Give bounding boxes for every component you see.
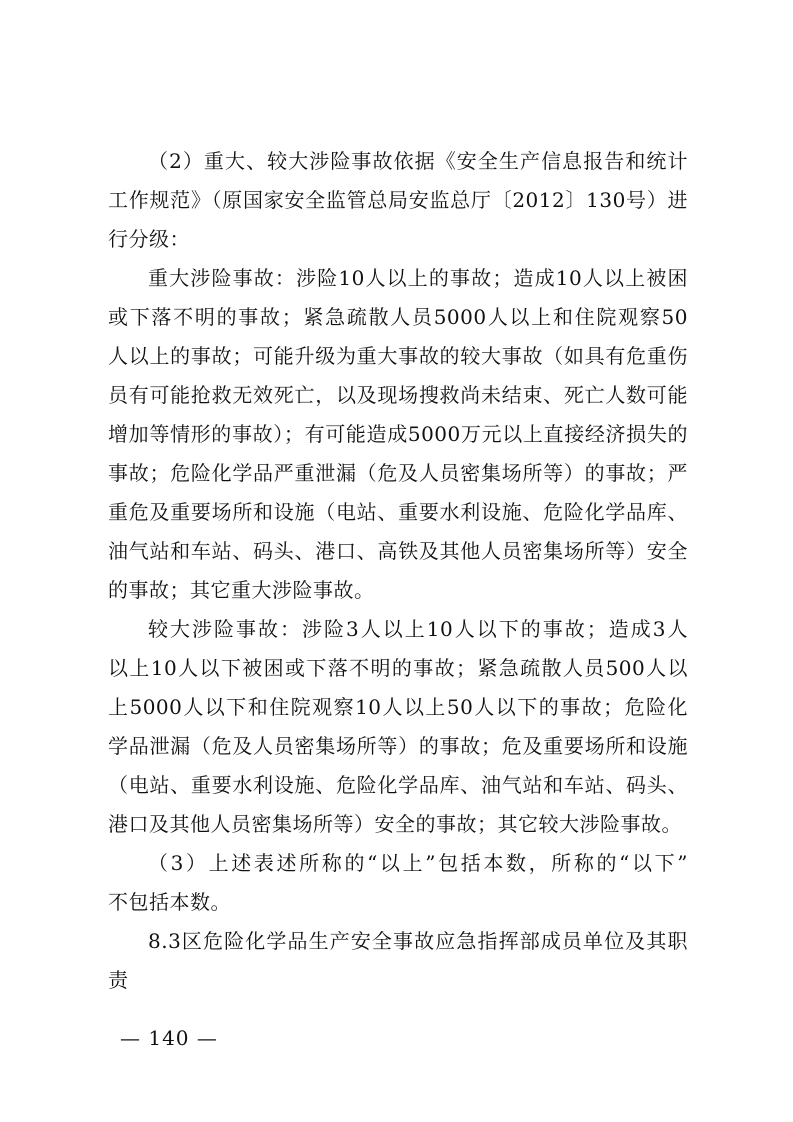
paragraph-3-line-2: 以上10人以下被困或下落不明的事故；紧急疏散人员500人以 (108, 656, 688, 680)
paragraph-3-line-1: 较大涉险事故：涉险3人以上10人以下的事故；造成3人 (148, 617, 688, 641)
paragraph-2-line-7: 重危及重要场所和设施（电站、重要水利设施、危险化学品库、 (108, 500, 688, 524)
paragraph-3-line-3: 上5000人以下和住院观察10人以上50人以下的事故；危险化 (108, 695, 688, 719)
paragraph-1-line-1: （2）重大、较大涉险事故依据《安全生产信息报告和统计 (148, 149, 688, 173)
section-heading-8-3-line-2: 责 (108, 968, 129, 992)
paragraph-4-line-2: 不包括本数。 (108, 890, 231, 914)
paragraph-3-line-5: （电站、重要水利设施、危险化学品库、油气站和车站、码头、 (108, 773, 688, 797)
paragraph-4-line-1: （3）上述表述所称的“以上”包括本数，所称的“以下” (148, 851, 688, 875)
paragraph-2-line-5: 增加等情形的事故）；有可能造成5000万元以上直接经济损失的 (108, 422, 688, 446)
paragraph-3-line-4: 学品泄漏（危及人员密集场所等）的事故；危及重要场所和设施 (108, 734, 688, 758)
section-heading-8-3-line-1: 8.3区危险化学品生产安全事故应急指挥部成员单位及其职 (148, 929, 688, 953)
page-number: — 140 — (120, 1026, 218, 1050)
paragraph-2-line-2: 或下落不明的事故；紧急疏散人员5000人以上和住院观察50 (108, 305, 688, 329)
paragraph-2-line-1: 重大涉险事故：涉险10人以上的事故；造成10人以上被困 (148, 266, 688, 290)
paragraph-2-line-6: 事故；危险化学品严重泄漏（危及人员密集场所等）的事故；严 (108, 461, 688, 485)
paragraph-3-line-6: 港口及其他人员密集场所等）安全的事故；其它较大涉险事故。 (108, 812, 682, 836)
paragraph-2-line-4: 员有可能抢救无效死亡，以及现场搜救尚未结束、死亡人数可能 (108, 383, 688, 407)
paragraph-2-line-3: 人以上的事故；可能升级为重大事故的较大事故（如具有危重伤 (108, 344, 688, 368)
paragraph-2-line-9: 的事故；其它重大涉险事故。 (108, 578, 375, 602)
paragraph-1-line-2: 工作规范》（原国家安全监管总局安监总厅〔2012〕130号）进 (108, 188, 688, 212)
paragraph-2-line-8: 油气站和车站、码头、港口、高铁及其他人员密集场所等）安全 (108, 539, 688, 563)
paragraph-1-line-3: 行分级： (108, 227, 190, 251)
